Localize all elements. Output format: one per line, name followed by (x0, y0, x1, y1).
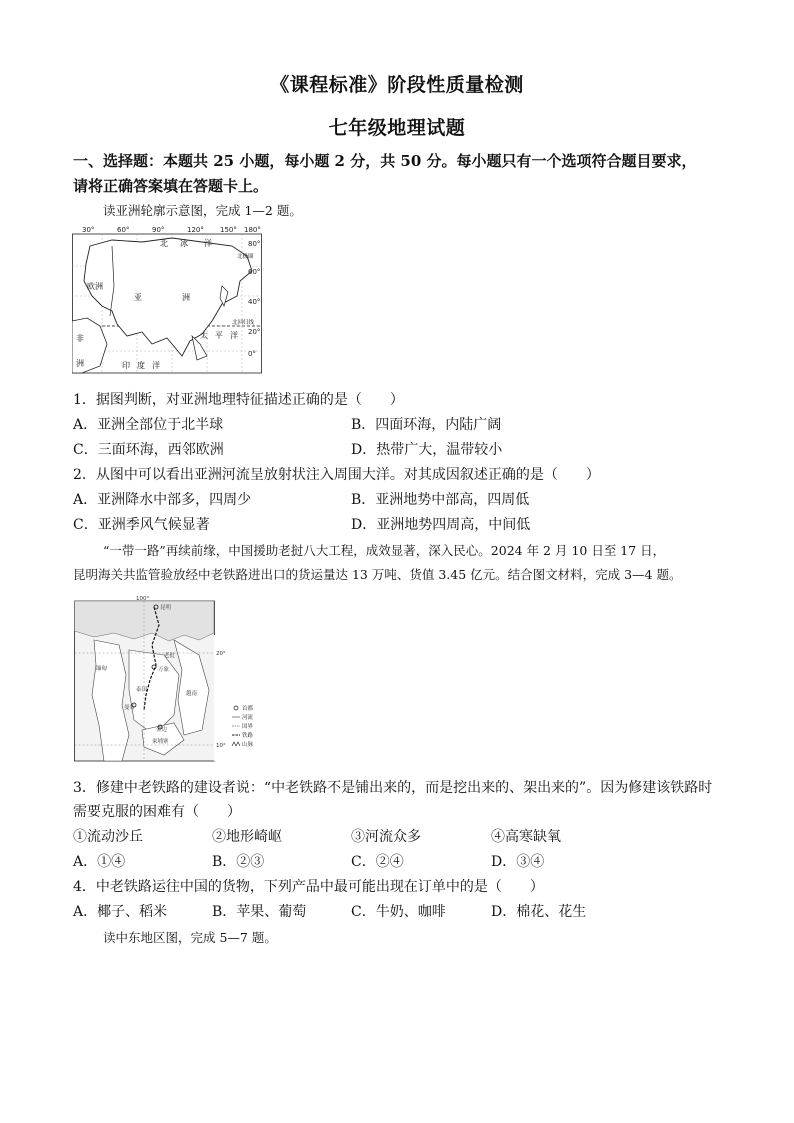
q3-item-3: ③河流众多 (351, 829, 421, 845)
map-label: 冰 (180, 239, 188, 248)
city-label: 万象 (158, 667, 170, 673)
q4-option-a: A．椰子、稻米 (73, 904, 168, 920)
legend-label: 国界 (242, 724, 254, 730)
lat-label: 20° (216, 651, 226, 657)
lon-label: 90° (152, 226, 165, 234)
lon-label: 180° (244, 226, 261, 234)
q4-option-c: C．牛奶、咖啡 (351, 904, 446, 920)
lon-label: 60° (117, 226, 130, 234)
q2-option-b: B．亚洲地势中部高，四周低 (351, 492, 530, 508)
q3-option-c: C．②④ (351, 854, 404, 870)
legend-label: 河流 (242, 715, 254, 721)
country-label: 老挝 (164, 653, 176, 659)
lon-label: 30° (82, 226, 95, 234)
page-title: 《课程标准》阶段性质量检测 (270, 74, 524, 96)
map-label: 亚 (134, 293, 142, 302)
intro-q3-4-line1: “一带一路”再续前缘，中国援助老挝八大工程，成效显著，深入民心。2024 年 2 月 10 日至 17 日， (103, 543, 666, 558)
country-label: 泰国 (136, 687, 148, 693)
question-3-stem-line1: 3．修建中老铁路的建设者说：“中老铁路不是铺出来的，而是挖出来的、架出来的”。因为修建该铁路时 (73, 780, 713, 796)
city-label: 金边 (156, 727, 168, 733)
intro-q5-7: 读中东地区图，完成 5—7 题。 (103, 930, 277, 945)
map-label: 度 (137, 361, 145, 370)
lat-label: 60° (248, 268, 261, 276)
q2-option-d: D．亚洲地势四周高，中间低 (351, 517, 531, 533)
q2-option-c: C．亚洲季风气候显著 (73, 517, 210, 533)
intro-q1-2: 读亚洲轮廓示意图，完成 1—2 题。 (103, 203, 302, 218)
china-laos-railway-map (74, 595, 274, 763)
city-label: 昆明 (160, 605, 172, 611)
q1-option-a: A．亚洲全部位于北半球 (73, 417, 224, 433)
question-3-stem-line2: 需要克服的困难有（ ） (73, 804, 241, 820)
q1-option-b: B．四面环海，内陆广阔 (351, 417, 502, 433)
map-label: 洲 (182, 293, 190, 302)
question-1-stem: 1．据图判断，对亚洲地理特征描述正确的是（ ） (73, 392, 404, 408)
legend-label: 山脉 (242, 742, 254, 748)
q3-option-b: B．②③ (212, 854, 265, 870)
country-label: 缅甸 (96, 666, 108, 672)
legend-label: 铁路 (242, 733, 254, 739)
lat-label: 20° (248, 328, 261, 336)
lat-label: 10° (216, 743, 226, 749)
map-label: 印 (122, 361, 130, 370)
q3-item-4: ④高寒缺氧 (491, 829, 561, 845)
intro-q3-4-line2: 昆明海关共监管验放经中老铁路进出口的货运量达 13 万吨、货值 3.45 亿元。结合图文材料，完成 3—4 题。 (73, 567, 682, 582)
q3-item-2: ②地形崎岖 (212, 829, 282, 845)
q3-item-1: ①流动沙丘 (73, 829, 143, 845)
lat-label: 0° (248, 350, 256, 358)
map-label: 北 (160, 239, 168, 248)
lat-label: 80° (248, 240, 261, 248)
page-subtitle: 七年级地理试题 (328, 117, 466, 139)
map-label: 洲 (76, 359, 84, 368)
asia-outline-map (72, 226, 262, 374)
map-label: 北极圈 (237, 254, 254, 260)
question-4-stem: 4．中老铁路运往中国的货物，下列产品中最可能出现在订单中的是（ ） (73, 879, 544, 895)
map-label: 太 (200, 331, 208, 340)
map-label: 非 (76, 334, 84, 343)
lon-label: 150° (220, 226, 237, 234)
map-label: 欧洲 (87, 282, 103, 291)
country-label: 柬埔寨 (152, 739, 169, 745)
section-instruction-line2: 请将正确答案填在答题卡上。 (73, 177, 269, 195)
q1-option-c: C．三面环海，西邻欧洲 (73, 442, 224, 458)
legend-label: 首都 (242, 706, 254, 712)
q3-option-d: D．③④ (491, 854, 545, 870)
map-label: 洋 (204, 239, 212, 248)
lon-label: 120° (187, 226, 204, 234)
q3-option-a: A．①④ (73, 854, 126, 870)
city-label: 曼谷 (124, 705, 136, 711)
q4-option-b: B．苹果、葡萄 (212, 904, 307, 920)
map-label: 洋 (230, 331, 238, 340)
q1-option-d: D．热带广大，温带较小 (351, 442, 503, 458)
question-2-stem: 2．从图中可以看出亚洲河流呈放射状注入周围大洋。对其成因叙述正确的是（ ） (73, 467, 600, 483)
map-label: 平 (215, 331, 223, 340)
map-label: 北回归线 (232, 320, 255, 326)
q4-option-d: D．棉花、花生 (491, 904, 587, 920)
section-instruction-line1: 一、选择题：本题共 25 小题，每小题 2 分，共 50 分。每小题只有一个选项符合题目要求， (73, 152, 697, 170)
country-label: 越南 (186, 691, 198, 697)
q2-option-a: A．亚洲降水中部多，四周少 (73, 492, 252, 508)
map-label: 洋 (152, 361, 160, 370)
lon-label: 100° (136, 596, 150, 602)
lat-label: 40° (248, 298, 261, 306)
